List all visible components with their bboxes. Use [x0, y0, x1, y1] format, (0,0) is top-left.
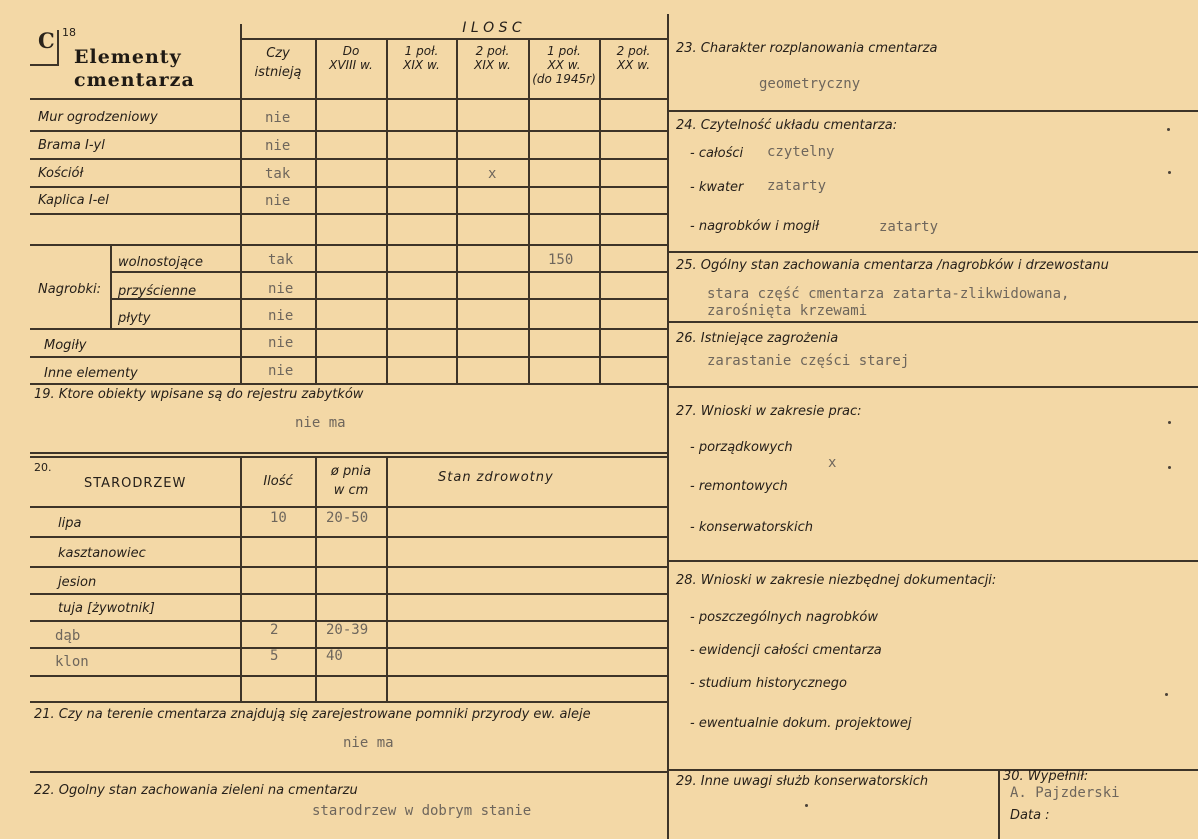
tree-count: 5 [270, 648, 279, 664]
grid-line [30, 328, 668, 330]
grid-line [30, 452, 668, 454]
q28-item: - studium historycznego [690, 676, 847, 691]
element-label: Kaplica I-el [38, 193, 109, 208]
q26-answer: zarastanie części starej [707, 353, 910, 369]
q22-label: 22. Ogolny stan zachowania zieleni na cmentarzu [34, 783, 358, 798]
period-header: 2 poł. XX w. [616, 44, 651, 72]
q23-label: 23. Charakter rozplanowania cmentarza [676, 41, 938, 56]
q28-item: - ewidencji całości cmentarza [690, 643, 882, 658]
q20-header-tree: STARODRZEW [84, 476, 187, 491]
nagrobki-count: 150 [548, 252, 574, 268]
grid-line [30, 213, 668, 215]
grid-line [998, 769, 1000, 839]
grid-line [667, 386, 1198, 388]
grid-line [30, 566, 668, 568]
tree-diameter: 20-50 [326, 510, 369, 526]
grid-line [30, 647, 668, 649]
tree-diameter: 40 [326, 648, 343, 664]
grid-line [240, 456, 242, 702]
element-exists: nie [268, 335, 294, 351]
q25-label: 25. Ogólny stan zachowania cmentarza /nagrobków i drzewostanu [676, 258, 1109, 273]
q20-header-count: Ilość [263, 474, 293, 489]
element-exists: nie [265, 193, 291, 209]
grid-line [456, 38, 458, 384]
q27-label: 27. Wnioski w zakresie prac: [676, 404, 862, 419]
grid-line [315, 38, 317, 384]
grid-line [110, 271, 668, 273]
q24-item-answer: czytelny [767, 144, 835, 160]
q23-answer: geometryczny [759, 76, 861, 92]
tree-name: dąb [55, 628, 81, 644]
nagrobki-type-label: przyścienne [118, 284, 197, 299]
q30-date-label: Data : [1010, 808, 1050, 823]
tree-count: 2 [270, 622, 279, 638]
element-mark: x [488, 166, 497, 182]
section-box [57, 30, 59, 66]
grid-line [30, 98, 668, 100]
speck [1167, 128, 1170, 131]
element-label: Brama I-yl [38, 138, 105, 153]
grid-line [599, 38, 601, 384]
grid-line [30, 186, 668, 188]
grid-line [30, 158, 668, 160]
grid-line [30, 536, 668, 538]
element-exists: nie [265, 138, 291, 154]
nagrobki-type-label: płyty [118, 311, 151, 326]
grid-line [110, 244, 112, 330]
period-header: 1 poł. XIX w. [403, 44, 440, 72]
header-ilosc: I L O S C [462, 20, 522, 36]
section-number: 18 [62, 26, 76, 39]
tree-count: 10 [270, 510, 287, 526]
nagrobki-exists: nie [268, 281, 294, 297]
q20-header-diameter: ø pnia w cm [330, 464, 372, 498]
grid-line [30, 701, 668, 703]
grid-line [386, 456, 388, 702]
q27-mark: x [828, 455, 837, 471]
speck [1165, 693, 1168, 696]
q24-item-answer: zatarty [767, 178, 827, 194]
q24-item-label: - całości [690, 146, 744, 161]
q20-number: 20. [34, 461, 52, 474]
grid-line [30, 506, 668, 508]
q21-label: 21. Czy na terenie cmentarza znajdują się zarejestrowane pomniki przyrody ew. aleje [34, 707, 591, 722]
period-header: Do XVIII w. [329, 44, 373, 72]
q22-answer: starodrzew w dobrym stanie [312, 803, 532, 819]
tree-name: tuja [żywotnik] [58, 601, 155, 616]
nagrobki-type-label: wolnostojące [118, 255, 203, 270]
grid-line [30, 356, 668, 358]
grid-line [30, 130, 668, 132]
q27-item: - porządkowych [690, 440, 793, 455]
grid-line [667, 251, 1198, 253]
q24-label: 24. Czytelność układu cmentarza: [676, 118, 898, 133]
tree-name: lipa [58, 516, 82, 531]
speck [1168, 466, 1171, 469]
column-divider [667, 14, 669, 839]
q29-label: 29. Inne uwagi służb konserwatorskich [676, 774, 929, 789]
grid-line [30, 593, 668, 595]
title-line2: cmentarza [74, 69, 195, 91]
q30-label: 30. Wypełnił: [1003, 769, 1089, 784]
tree-name: jesion [58, 575, 97, 590]
period-header: 2 poł. XIX w. [474, 44, 511, 72]
q26-label: 26. Istniejące zagrożenia [676, 331, 839, 346]
q19-answer: nie ma [295, 415, 346, 431]
q25-answer: stara część cmentarza zatarta-zlikwidowana, zarośnięta krzewami [707, 286, 1070, 319]
grid-line [667, 560, 1198, 562]
speck [1168, 171, 1171, 174]
q24-item-label: - nagrobków i mogił [690, 219, 820, 234]
q30-answer: A. Pajzderski [1010, 785, 1120, 801]
q24-item-label: - kwater [690, 180, 744, 195]
speck [805, 804, 808, 807]
nagrobki-exists: tak [268, 252, 294, 268]
grid-line [240, 38, 668, 40]
tree-name: kasztanowiec [58, 546, 146, 561]
grid-line [667, 321, 1198, 323]
q21-answer: nie ma [343, 735, 394, 751]
q27-item: - konserwatorskich [690, 520, 813, 535]
section-box [30, 64, 59, 66]
element-label: Kościół [38, 166, 84, 181]
element-label: Mur ogrodzeniowy [38, 110, 158, 125]
q28-label: 28. Wnioski w zakresie niezbędnej dokumentacji: [676, 573, 997, 588]
tree-name: klon [55, 654, 89, 670]
q28-item: - ewentualnie dokum. projektowej [690, 716, 912, 731]
q24-item-answer: zatarty [879, 219, 939, 235]
element-exists: nie [268, 363, 294, 379]
period-header: 1 poł. XX w. (do 1945r) [532, 44, 596, 86]
speck [1168, 421, 1171, 424]
tree-diameter: 20-39 [326, 622, 369, 638]
grid-line [667, 110, 1198, 112]
element-exists: tak [265, 166, 291, 182]
q27-item: - remontowych [690, 479, 788, 494]
q20-header-health: Stan zdrowotny [438, 470, 554, 485]
q19-label: 19. Ktore obiekty wpisane są do rejestru zabytków [34, 387, 364, 402]
grid-line [667, 769, 1198, 771]
section-letter: C [38, 28, 55, 53]
nagrobki-exists: nie [268, 308, 294, 324]
header-exists: Czy istnieją [254, 46, 302, 80]
q28-item: - poszczególnych nagrobków [690, 610, 878, 625]
grid-line [386, 38, 388, 384]
nagrobki-label: Nagrobki: [38, 282, 102, 297]
grid-line [30, 675, 668, 677]
grid-line [30, 771, 668, 773]
grid-line [30, 383, 668, 385]
element-label: Inne elementy [44, 366, 138, 381]
element-label: Mogiły [44, 338, 87, 353]
title-line1: Elementy [74, 46, 182, 68]
grid-line [30, 456, 668, 458]
grid-line [528, 38, 530, 384]
element-exists: nie [265, 110, 291, 126]
grid-line [30, 244, 668, 246]
